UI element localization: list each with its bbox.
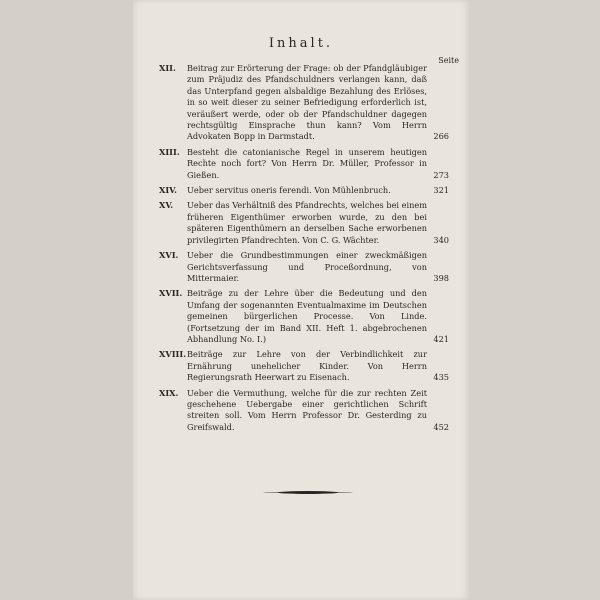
entry-number: XVII. [159,288,183,299]
entry-page: 266 [433,131,449,142]
entry-number: XVI. [159,250,179,261]
toc-entry [159,250,449,284]
entry-number: XIII. [159,146,180,157]
entry-number: XIX. [159,387,179,398]
entry-page: 452 [433,421,449,432]
toc-entry [159,185,449,196]
toc-entry [159,147,449,181]
entry-page: 273 [433,169,449,180]
entry-text: Beiträge zur Lehre von der Verbindlichkeit zur Ernährung unehelicher Kinder. Von Herrn Regierungsrath Heerwart zu Eisenach. [187,349,427,383]
toc-entry [159,388,449,434]
entry-number: XVIII. [159,349,187,360]
entry-text: Besteht die catonianische Regel in unserem heutigen Rechte noch fort? Von Herrn Dr. Müller, Professor in Gießen. [187,146,427,180]
entry-text: Ueber das Verhältniß des Pfandrechts, welches bei einem früheren Eigenthümer erworben wurde, zu den bei späteren Eigenthümern an derselben Sache erworbenen privilegirten Pfandrechten. Von C. G. Wächter. [187,200,427,245]
entry-page: 321 [433,185,449,196]
page-title: Inhalt. [268,36,334,51]
toc-entry [159,200,449,246]
left-page-edge [0,0,133,600]
entry-text: Ueber die Grundbestimmungen einer zweckmäßigen Gerichtsverfassung und Proceßordnung, von Mittermaier. [187,250,427,283]
entry-text: Ueber servitus oneris ferendi. Von Mühlenbruch. [187,185,391,196]
entry-text: Beitrag zur Erörterung der Frage: ob der Pfandgläubiger zum Präjudiz des Pfandschuldners verlangen kann, daß das Unterpfand gegen alsbaldige Bezahlung des Erlöses, in so weit dieser zu seiner Befriedigung erforderlich ist, veräußert werde, oder ob der Pfandschuldner dagegen rechtsgültig Einsprache thun kann? Vom Herrn Advokaten Bopp in Darmstadt. [187,63,427,142]
entry-page: 340 [433,234,449,245]
ornamental-rule [278,491,338,494]
toc-entry [159,349,449,383]
right-page-edge [469,0,600,600]
entry-number: XII. [159,63,176,73]
entry-text: Ueber die Vermuthung, welche für die zur rechten Zeit geschehene Uebergabe einer gerichtlichen Schrift streiten soll. Vom Herrn Professor Dr. Gesterding zu Greifswald. [187,387,427,432]
table-of-contents [159,63,449,437]
entry-page: 421 [433,333,449,344]
entry-number: XV. [159,200,174,211]
page-column-header: Seite [438,56,459,65]
book-page [133,0,469,600]
entry-page: 398 [433,272,449,283]
entry-number: XIV. [159,185,177,196]
toc-entry [159,288,449,345]
entry-text: Beiträge zu der Lehre über die Bedeutung und den Umfang der sogenannten Eventualmaxime im Deutschen gemeinen bürgerlichen Processe. Von Linde. (Fortsetzung der im Band XII. Heft 1. abgebrochenen Abhandlung No. I.) [187,288,427,344]
entry-page: 435 [433,372,449,383]
toc-entry [159,63,449,143]
